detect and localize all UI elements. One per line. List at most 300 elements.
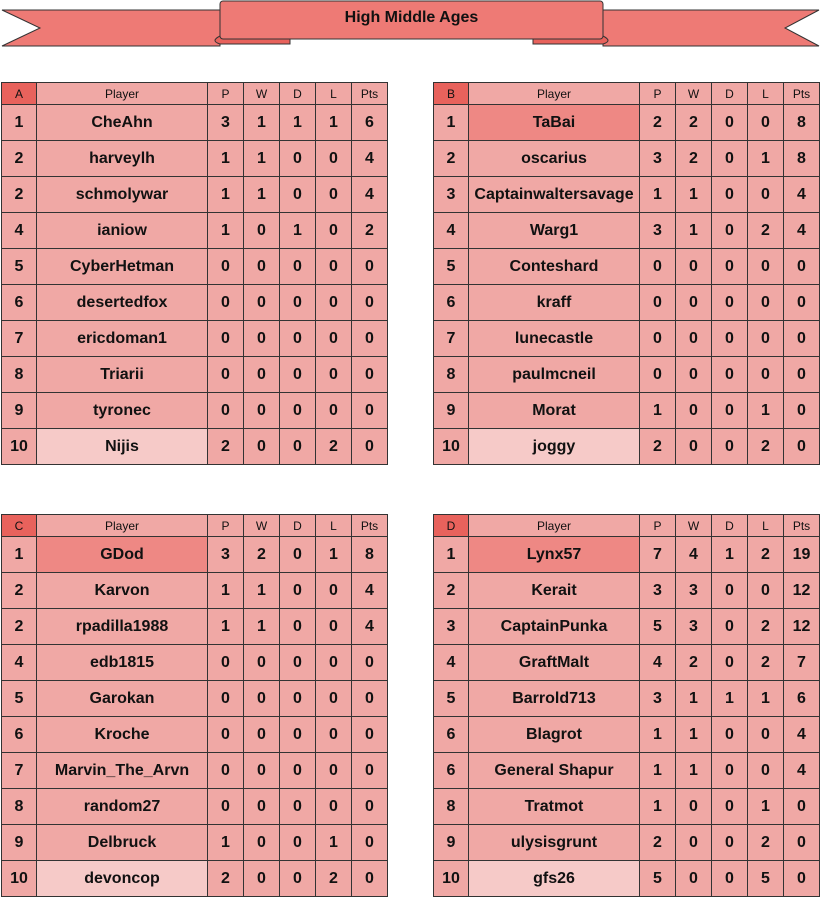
cell-l: 2	[316, 861, 352, 897]
cell-l: 0	[316, 249, 352, 285]
cell-player-name: TaBai	[469, 105, 640, 141]
cell-player-name: gfs26	[469, 861, 640, 897]
cell-l: 2	[748, 537, 784, 573]
group-table-c	[1, 514, 388, 897]
cell-w: 2	[244, 537, 280, 573]
cell-player-name: Nijis	[37, 429, 208, 465]
cell-w: 1	[244, 105, 280, 141]
cell-p: 3	[640, 141, 676, 177]
cell-w: 1	[244, 141, 280, 177]
cell-player-name: GDod	[37, 537, 208, 573]
cell-d: 0	[712, 177, 748, 213]
cell-d: 0	[712, 285, 748, 321]
cell-player-name: schmolywar	[37, 177, 208, 213]
table-row	[434, 717, 820, 753]
cell-rank: 8	[434, 357, 469, 393]
cell-pts: 0	[784, 285, 820, 321]
cell-pts: 4	[352, 141, 388, 177]
column-header-d: D	[712, 83, 748, 105]
cell-pts: 12	[784, 573, 820, 609]
column-header-p: P	[640, 83, 676, 105]
cell-player-name: kraff	[469, 285, 640, 321]
column-header-l: L	[316, 83, 352, 105]
cell-pts: 0	[352, 285, 388, 321]
cell-d: 0	[280, 609, 316, 645]
cell-rank: 5	[434, 249, 469, 285]
cell-l: 0	[316, 789, 352, 825]
cell-rank: 4	[434, 213, 469, 249]
group-header-row	[434, 515, 820, 537]
cell-p: 3	[208, 105, 244, 141]
cell-player-name: Delbruck	[37, 825, 208, 861]
column-header-d: D	[712, 515, 748, 537]
cell-pts: 0	[352, 825, 388, 861]
cell-d: 0	[280, 285, 316, 321]
cell-d: 0	[712, 861, 748, 897]
cell-rank: 1	[2, 537, 37, 573]
cell-pts: 8	[352, 537, 388, 573]
cell-w: 0	[244, 753, 280, 789]
cell-w: 0	[676, 429, 712, 465]
cell-w: 0	[244, 213, 280, 249]
cell-w: 0	[244, 249, 280, 285]
table-row	[2, 249, 388, 285]
table-row	[2, 537, 388, 573]
group-header-row	[2, 515, 388, 537]
cell-rank: 2	[2, 141, 37, 177]
table-row	[434, 789, 820, 825]
cell-l: 0	[316, 681, 352, 717]
group-table-a	[1, 82, 388, 465]
cell-d: 0	[280, 537, 316, 573]
table-row	[434, 141, 820, 177]
column-header-pts: Pts	[784, 83, 820, 105]
cell-w: 1	[676, 213, 712, 249]
cell-p: 0	[208, 321, 244, 357]
cell-rank: 10	[434, 861, 469, 897]
cell-w: 0	[244, 393, 280, 429]
cell-l: 1	[748, 393, 784, 429]
cell-rank: 1	[434, 537, 469, 573]
table-row	[2, 573, 388, 609]
cell-player-name: Barrold713	[469, 681, 640, 717]
column-header-w: W	[244, 515, 280, 537]
column-header-l: L	[316, 515, 352, 537]
column-header-p: P	[208, 83, 244, 105]
cell-rank: 5	[434, 681, 469, 717]
column-header-pts: Pts	[784, 515, 820, 537]
cell-w: 0	[676, 285, 712, 321]
cell-p: 0	[640, 249, 676, 285]
cell-d: 0	[280, 429, 316, 465]
cell-l: 0	[316, 213, 352, 249]
column-header-player: Player	[37, 515, 208, 537]
column-header-d: D	[280, 515, 316, 537]
cell-rank: 2	[2, 609, 37, 645]
cell-pts: 0	[352, 789, 388, 825]
column-header-p: P	[640, 515, 676, 537]
cell-d: 0	[712, 213, 748, 249]
table-row	[2, 177, 388, 213]
cell-p: 0	[208, 681, 244, 717]
cell-w: 0	[676, 825, 712, 861]
cell-l: 0	[316, 609, 352, 645]
column-header-player: Player	[469, 83, 640, 105]
cell-l: 0	[748, 285, 784, 321]
cell-d: 0	[280, 141, 316, 177]
cell-w: 0	[244, 681, 280, 717]
cell-player-name: Tratmot	[469, 789, 640, 825]
cell-d: 0	[280, 717, 316, 753]
cell-player-name: Blagrot	[469, 717, 640, 753]
cell-pts: 0	[352, 249, 388, 285]
cell-p: 0	[640, 321, 676, 357]
cell-l: 0	[748, 249, 784, 285]
cell-player-name: Marvin_The_Arvn	[37, 753, 208, 789]
cell-w: 1	[676, 681, 712, 717]
cell-l: 5	[748, 861, 784, 897]
cell-d: 0	[280, 753, 316, 789]
cell-rank: 6	[2, 717, 37, 753]
cell-pts: 0	[352, 645, 388, 681]
cell-w: 0	[676, 249, 712, 285]
cell-rank: 8	[2, 789, 37, 825]
cell-pts: 12	[784, 609, 820, 645]
cell-l: 0	[316, 285, 352, 321]
cell-d: 0	[712, 429, 748, 465]
cell-p: 2	[640, 105, 676, 141]
group-letter: A	[2, 83, 37, 105]
cell-pts: 4	[352, 609, 388, 645]
cell-pts: 0	[352, 321, 388, 357]
cell-p: 1	[208, 177, 244, 213]
cell-d: 0	[712, 645, 748, 681]
cell-pts: 0	[784, 321, 820, 357]
cell-player-name: joggy	[469, 429, 640, 465]
cell-l: 0	[316, 645, 352, 681]
cell-p: 1	[640, 393, 676, 429]
cell-pts: 0	[352, 861, 388, 897]
cell-player-name: Triarii	[37, 357, 208, 393]
cell-rank: 8	[2, 357, 37, 393]
cell-w: 1	[676, 753, 712, 789]
cell-rank: 1	[434, 105, 469, 141]
cell-p: 0	[208, 789, 244, 825]
group-letter: D	[434, 515, 469, 537]
cell-player-name: Karvon	[37, 573, 208, 609]
cell-pts: 0	[784, 429, 820, 465]
cell-p: 5	[640, 609, 676, 645]
cell-pts: 0	[784, 393, 820, 429]
column-header-l: L	[748, 515, 784, 537]
cell-l: 0	[316, 141, 352, 177]
cell-p: 3	[640, 573, 676, 609]
banner-left-tail	[2, 10, 220, 46]
cell-d: 0	[712, 717, 748, 753]
column-header-w: W	[244, 83, 280, 105]
cell-d: 0	[712, 825, 748, 861]
column-header-w: W	[676, 515, 712, 537]
cell-pts: 0	[352, 357, 388, 393]
cell-rank: 4	[434, 645, 469, 681]
cell-player-name: GraftMalt	[469, 645, 640, 681]
cell-pts: 0	[784, 825, 820, 861]
cell-pts: 7	[784, 645, 820, 681]
cell-l: 0	[316, 393, 352, 429]
cell-rank: 8	[434, 789, 469, 825]
cell-rank: 9	[2, 825, 37, 861]
column-header-w: W	[676, 83, 712, 105]
table-row	[2, 321, 388, 357]
table-row	[434, 645, 820, 681]
cell-player-name: tyronec	[37, 393, 208, 429]
cell-player-name: Garokan	[37, 681, 208, 717]
cell-pts: 0	[784, 789, 820, 825]
cell-player-name: Captainwaltersavage	[469, 177, 640, 213]
table-row	[2, 753, 388, 789]
cell-player-name: desertedfox	[37, 285, 208, 321]
table-row	[434, 861, 820, 897]
group-header-row	[2, 83, 388, 105]
cell-w: 0	[244, 285, 280, 321]
cell-p: 5	[640, 861, 676, 897]
cell-player-name: Kroche	[37, 717, 208, 753]
cell-rank: 4	[2, 645, 37, 681]
cell-l: 0	[748, 753, 784, 789]
group-header-row	[434, 83, 820, 105]
cell-d: 0	[280, 249, 316, 285]
cell-l: 1	[316, 537, 352, 573]
cell-w: 0	[244, 645, 280, 681]
cell-rank: 6	[2, 285, 37, 321]
cell-p: 4	[640, 645, 676, 681]
cell-w: 2	[676, 645, 712, 681]
cell-pts: 0	[352, 753, 388, 789]
cell-p: 0	[640, 285, 676, 321]
cell-w: 4	[676, 537, 712, 573]
cell-l: 0	[316, 357, 352, 393]
cell-w: 0	[244, 717, 280, 753]
cell-p: 7	[640, 537, 676, 573]
cell-pts: 0	[784, 357, 820, 393]
cell-pts: 0	[352, 717, 388, 753]
table-row	[434, 429, 820, 465]
cell-pts: 8	[784, 141, 820, 177]
table-row	[2, 825, 388, 861]
cell-d: 1	[280, 213, 316, 249]
cell-d: 1	[712, 537, 748, 573]
cell-pts: 0	[352, 429, 388, 465]
cell-l: 1	[748, 141, 784, 177]
cell-p: 0	[208, 249, 244, 285]
cell-l: 2	[748, 609, 784, 645]
table-row	[2, 285, 388, 321]
cell-l: 0	[316, 321, 352, 357]
cell-p: 0	[208, 285, 244, 321]
cell-p: 2	[640, 825, 676, 861]
column-header-pts: Pts	[352, 83, 388, 105]
table-row	[2, 717, 388, 753]
table-row	[434, 537, 820, 573]
cell-rank: 5	[2, 681, 37, 717]
cell-l: 0	[316, 177, 352, 213]
cell-l: 1	[316, 825, 352, 861]
cell-w: 3	[676, 609, 712, 645]
cell-p: 0	[208, 717, 244, 753]
cell-p: 1	[208, 213, 244, 249]
cell-w: 0	[244, 321, 280, 357]
cell-d: 0	[280, 321, 316, 357]
cell-d: 0	[712, 789, 748, 825]
cell-p: 3	[640, 213, 676, 249]
cell-rank: 9	[2, 393, 37, 429]
cell-player-name: Lynx57	[469, 537, 640, 573]
cell-rank: 2	[434, 141, 469, 177]
cell-l: 0	[748, 321, 784, 357]
cell-rank: 10	[2, 861, 37, 897]
cell-l: 0	[316, 717, 352, 753]
group-letter: C	[2, 515, 37, 537]
cell-d: 0	[280, 681, 316, 717]
cell-player-name: paulmcneil	[469, 357, 640, 393]
cell-rank: 9	[434, 393, 469, 429]
cell-d: 0	[712, 357, 748, 393]
banner-right-tail	[603, 10, 819, 46]
cell-p: 1	[208, 141, 244, 177]
cell-w: 0	[676, 861, 712, 897]
table-row	[2, 609, 388, 645]
table-row	[2, 645, 388, 681]
cell-p: 2	[208, 861, 244, 897]
cell-d: 0	[280, 573, 316, 609]
cell-p: 0	[208, 357, 244, 393]
cell-player-name: Warg1	[469, 213, 640, 249]
table-row	[434, 681, 820, 717]
cell-w: 0	[676, 357, 712, 393]
cell-d: 0	[280, 861, 316, 897]
column-header-p: P	[208, 515, 244, 537]
cell-p: 2	[208, 429, 244, 465]
cell-w: 1	[244, 609, 280, 645]
cell-pts: 2	[352, 213, 388, 249]
group-table-d	[433, 514, 820, 897]
cell-p: 3	[208, 537, 244, 573]
cell-l: 0	[316, 573, 352, 609]
cell-d: 0	[280, 393, 316, 429]
cell-pts: 4	[784, 177, 820, 213]
cell-d: 1	[280, 105, 316, 141]
cell-rank: 2	[2, 573, 37, 609]
cell-player-name: CyberHetman	[37, 249, 208, 285]
table-row	[434, 825, 820, 861]
cell-rank: 7	[434, 321, 469, 357]
column-header-l: L	[748, 83, 784, 105]
table-row	[2, 789, 388, 825]
table-row	[434, 249, 820, 285]
cell-p: 1	[640, 717, 676, 753]
cell-w: 0	[244, 861, 280, 897]
cell-w: 2	[676, 141, 712, 177]
cell-d: 0	[712, 105, 748, 141]
cell-player-name: edb1815	[37, 645, 208, 681]
cell-l: 1	[748, 789, 784, 825]
cell-p: 0	[640, 357, 676, 393]
cell-rank: 5	[2, 249, 37, 285]
cell-d: 0	[712, 753, 748, 789]
cell-w: 1	[676, 717, 712, 753]
cell-player-name: CheAhn	[37, 105, 208, 141]
cell-d: 0	[280, 789, 316, 825]
cell-d: 0	[712, 393, 748, 429]
cell-l: 1	[316, 105, 352, 141]
cell-player-name: lunecastle	[469, 321, 640, 357]
cell-p: 1	[640, 789, 676, 825]
cell-l: 0	[748, 177, 784, 213]
cell-player-name: CaptainPunka	[469, 609, 640, 645]
cell-d: 0	[712, 141, 748, 177]
cell-w: 3	[676, 573, 712, 609]
cell-pts: 4	[784, 213, 820, 249]
cell-l: 2	[748, 429, 784, 465]
table-row	[2, 105, 388, 141]
cell-p: 0	[208, 645, 244, 681]
column-header-pts: Pts	[352, 515, 388, 537]
cell-w: 0	[244, 429, 280, 465]
cell-player-name: Morat	[469, 393, 640, 429]
cell-p: 1	[640, 753, 676, 789]
table-row	[434, 285, 820, 321]
cell-pts: 19	[784, 537, 820, 573]
table-row	[434, 105, 820, 141]
cell-pts: 0	[352, 393, 388, 429]
cell-l: 2	[748, 645, 784, 681]
table-row	[2, 393, 388, 429]
cell-rank: 2	[434, 573, 469, 609]
cell-w: 1	[244, 177, 280, 213]
cell-w: 1	[676, 177, 712, 213]
cell-player-name: ianiow	[37, 213, 208, 249]
cell-rank: 6	[434, 717, 469, 753]
cell-l: 0	[748, 717, 784, 753]
table-row	[434, 357, 820, 393]
table-row	[434, 609, 820, 645]
cell-p: 1	[640, 177, 676, 213]
cell-rank: 6	[434, 753, 469, 789]
cell-player-name: ulysisgrunt	[469, 825, 640, 861]
cell-pts: 0	[784, 249, 820, 285]
cell-w: 0	[244, 357, 280, 393]
table-row	[2, 357, 388, 393]
cell-l: 1	[748, 681, 784, 717]
column-header-d: D	[280, 83, 316, 105]
table-row	[434, 177, 820, 213]
cell-rank: 10	[2, 429, 37, 465]
table-row	[2, 141, 388, 177]
cell-pts: 4	[784, 753, 820, 789]
cell-w: 2	[676, 105, 712, 141]
cell-rank: 10	[434, 429, 469, 465]
cell-player-name: random27	[37, 789, 208, 825]
cell-player-name: oscarius	[469, 141, 640, 177]
cell-w: 1	[244, 573, 280, 609]
cell-l: 2	[316, 429, 352, 465]
cell-rank: 1	[2, 105, 37, 141]
table-row	[434, 321, 820, 357]
cell-pts: 0	[784, 861, 820, 897]
cell-rank: 7	[2, 321, 37, 357]
cell-rank: 3	[434, 609, 469, 645]
cell-l: 2	[748, 825, 784, 861]
